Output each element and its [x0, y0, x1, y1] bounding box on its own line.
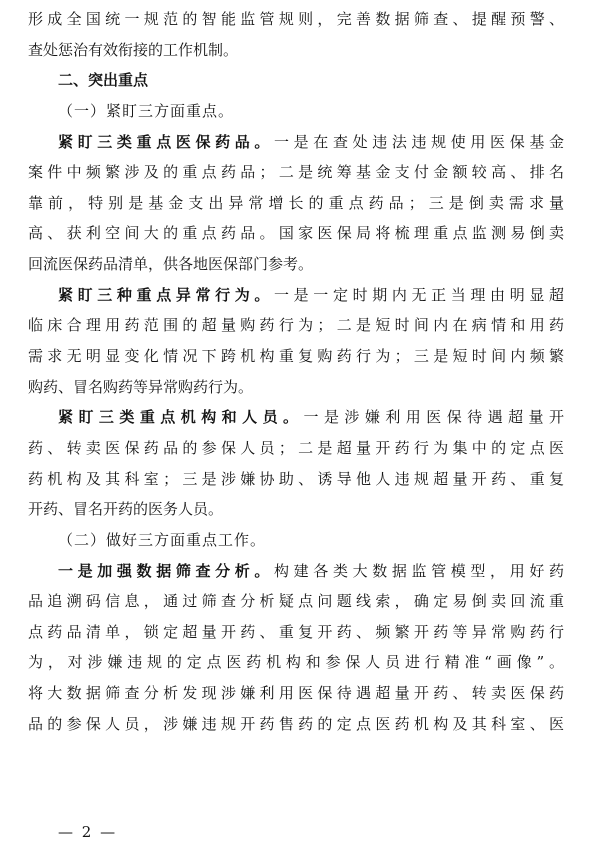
lead-phrase: 一是加强数据筛查分析。 — [58, 561, 275, 580]
paragraph-line: 紧盯三类重点机构和人员。一是涉嫌利用医保待遇超量开 — [58, 408, 564, 427]
paragraph-line: 品的参保人员，涉嫌违规开药售药的定点医药机构及其科室、医 — [28, 714, 564, 733]
paragraph-line: 一是加强数据筛查分析。构建各类大数据监管模型，用好药 — [58, 561, 564, 580]
paragraph-line: 购药、冒名购药等异常购药行为。 — [28, 377, 254, 396]
paragraph-line: 点药品清单，锁定超量开药、重复开药、频繁开药等异常购药行 — [28, 622, 564, 641]
paragraph-line: 开药、冒名开药的医务人员。 — [28, 500, 224, 519]
paragraph-line: 案件中频繁涉及的重点药品；二是统筹基金支付金额较高、排名 — [28, 163, 564, 182]
paragraph-line: 形成全国统一规范的智能监管规则，完善数据筛查、提醒预警、 — [28, 10, 564, 28]
paragraph-line: 品追溯码信息，通过筛查分析疑点问题线索，确定易倒卖回流重 — [28, 592, 564, 611]
lead-phrase: 紧盯三类重点机构和人员。 — [58, 408, 304, 427]
paragraph-line: 药机构及其科室；三是涉嫌协助、诱导他人违规超量开药、重复 — [28, 469, 564, 488]
paragraph-line: 临床合理用药范围的超量购药行为；二是短时间内在病情和用药 — [28, 316, 564, 335]
lead-phrase: 紧盯三类重点医保药品。 — [58, 132, 275, 151]
subsection-heading: （一）紧盯三方面重点。 — [58, 101, 235, 120]
paragraph-line: 为，对涉嫌违规的定点医药机构和参保人员进行精准“画像”。 — [28, 653, 564, 672]
lead-phrase: 紧盯三种重点异常行为。 — [58, 285, 275, 304]
paragraph-line: 紧盯三类重点医保药品。一是在查处违法违规使用医保基金 — [58, 132, 564, 151]
subsection-heading: （二）做好三方面重点工作。 — [58, 530, 267, 549]
paragraph-line: 靠前，特别是基金支出异常增长的重点药品；三是倒卖需求量 — [28, 193, 564, 212]
paragraph-line: 需求无明显变化情况下跨机构重复购药行为；三是短时间内频繁 — [28, 347, 564, 366]
paragraph-line: 查处惩治有效衔接的工作机制。 — [28, 40, 239, 59]
paragraph-line: 回流医保药品清单，供各地医保部门参考。 — [28, 255, 314, 274]
body-text — [28, 4, 564, 739]
paragraph-line: 药、转卖医保药品的参保人员；二是超量开药行为集中的定点医 — [28, 438, 564, 457]
paragraph-line: 紧盯三种重点异常行为。一是一定时期内无正当理由明显超 — [58, 285, 564, 304]
page-number: — 2 — — [58, 823, 118, 841]
paragraph-line: 将大数据筛查分析发现涉嫌利用医保待遇超量开药、转卖医保药 — [28, 684, 564, 703]
paragraph-line: 高、获利空间大的重点药品。国家医保局将梳理重点监测易倒卖 — [28, 224, 564, 243]
section-heading: 二、突出重点 — [58, 71, 149, 90]
